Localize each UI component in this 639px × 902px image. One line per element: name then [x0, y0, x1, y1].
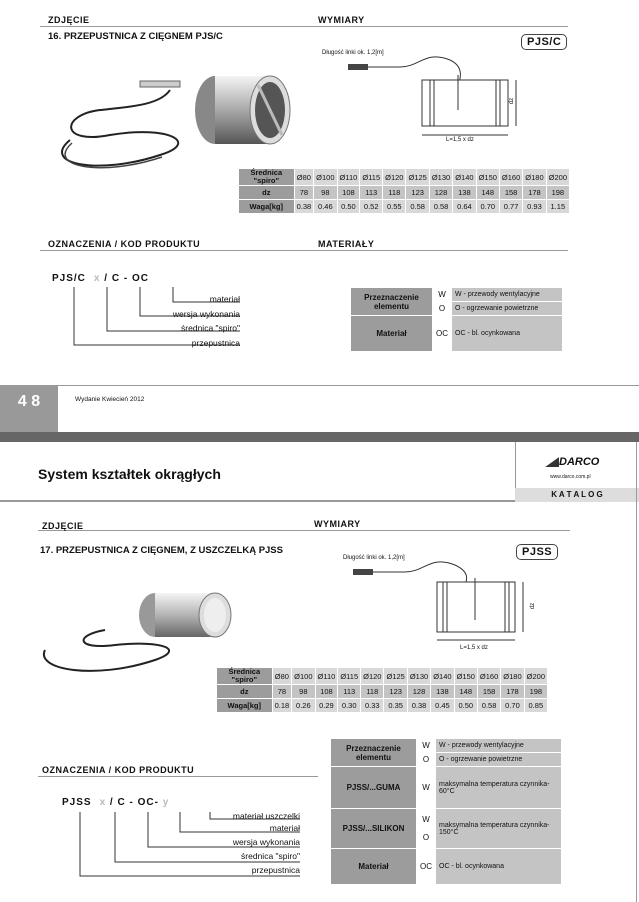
label-diameter-2: średnica "spiro"	[241, 851, 300, 861]
materials-heading: MATERIAŁY	[318, 239, 375, 249]
dimension-drawing-2	[345, 560, 535, 660]
table-row: dz 78 98 108 113 118 123 128 138 148 158 178 198	[217, 685, 548, 699]
label-version-2: wersja wykonania	[232, 837, 300, 847]
row-label: Średnica "spiro"	[217, 668, 273, 685]
page-number: 4 8	[0, 386, 58, 432]
length-label-2: L=1,5 x dz	[460, 645, 488, 651]
product-title-2: 17. PRZEPUSTNICA Z CIĘGNEM, Z USZCZELKĄ PJSS	[40, 545, 283, 556]
row-label: Waga[kg]	[217, 699, 273, 713]
dimension-drawing	[340, 55, 530, 155]
label-damper: przepustnica	[191, 338, 240, 348]
length-label: L=1,5 x dz	[446, 137, 474, 143]
dimensions-heading: WYMIARY	[318, 15, 365, 25]
row-label: Średnica "spiro"	[239, 169, 295, 186]
cable-length-note: Długość linki ok. 1,2[m]	[322, 50, 384, 56]
product-badge-2: PJSS	[516, 544, 558, 560]
photo-heading-2: ZDJĘCIE	[42, 521, 84, 531]
product-code-2: PJSS x / C - OC- y	[62, 797, 170, 808]
brand-url: www.darco.com.pl	[550, 474, 591, 480]
photo-heading: ZDJĘCIE	[48, 15, 90, 25]
row-label: Waga[kg]	[239, 200, 295, 214]
damper-photo-2	[35, 580, 235, 690]
product-title: 16. PRZEPUSTNICA Z CIĘGNEM PJS/C	[48, 31, 223, 42]
label-seal-material: materiał uszczelki	[232, 811, 300, 821]
damper-photo	[40, 55, 300, 175]
row-label: dz	[217, 685, 273, 699]
code-heading-2: OZNACZENIA / KOD PRODUKTU	[42, 765, 195, 775]
table-row: Średnica "spiro" Ø80 Ø100 Ø110 Ø115 Ø120 Ø125 Ø130 Ø140 Ø150 Ø160 Ø180 Ø200	[239, 169, 570, 186]
product-badge: PJS/C	[521, 34, 567, 50]
label-material: materiał	[209, 294, 240, 304]
label-damper-2: przepustnica	[251, 865, 300, 875]
edition-text: Wydanie Kwiecień 2012	[75, 396, 145, 403]
dz-label-2: dz	[530, 602, 537, 610]
label-material-2: materiał	[269, 823, 300, 833]
dimensions-heading-2: WYMIARY	[314, 519, 361, 529]
table-row: Waga[kg] 0.18 0.26 0.29 0.30 0.33 0.35 0.38 0.45 0.50 0.58 0.70 0.85	[217, 699, 548, 713]
catalog-label: K A T A L O G	[515, 488, 639, 502]
label-diameter: średnica "spiro"	[181, 323, 240, 333]
table-row: Średnica "spiro" Ø80 Ø100 Ø110 Ø115 Ø120 Ø125 Ø130 Ø140 Ø150 Ø160 Ø180 Ø200	[217, 668, 548, 685]
table-row: dz 78 98 108 113 118 123 128 138 148 158 178 198	[239, 186, 570, 200]
dimensions-table-2	[216, 667, 548, 713]
dz-label: dz	[509, 97, 516, 105]
product-code: PJS/C x / C - OC	[52, 273, 149, 284]
code-heading: OZNACZENIA / KOD PRODUKTU	[48, 239, 201, 249]
materials-table-2: Przeznaczenie elementu W W - przewody wentylacyjne O O - ogrzewanie powietrzne PJSS/...GUMA W maksymalna temperatura czynnika- 60°C PJSS/...SILIKON W O maksymalna temperatura czynnika- 150°C Materiał OC OC - bl. ocynkowana	[330, 738, 562, 885]
cable-length-note-2: Długość linki ok. 1,2[m]	[343, 555, 405, 561]
dimensions-table	[238, 168, 570, 214]
brand-logo: DARCO	[545, 456, 599, 468]
row-label: dz	[239, 186, 295, 200]
table-row: Waga[kg] 0.38 0.46 0.50 0.52 0.55 0.58 0.58 0.64 0.70 0.77 0.93 1.15	[239, 200, 570, 214]
label-version: wersja wykonania	[172, 309, 240, 319]
page-header-title: System kształtek okrągłych	[38, 466, 221, 482]
materials-table: Przeznaczenie elementu W W - przewody wentylacyjne O O - ogrzewanie powietrzne Materiał OC OC - bl. ocynkowana	[350, 287, 563, 352]
